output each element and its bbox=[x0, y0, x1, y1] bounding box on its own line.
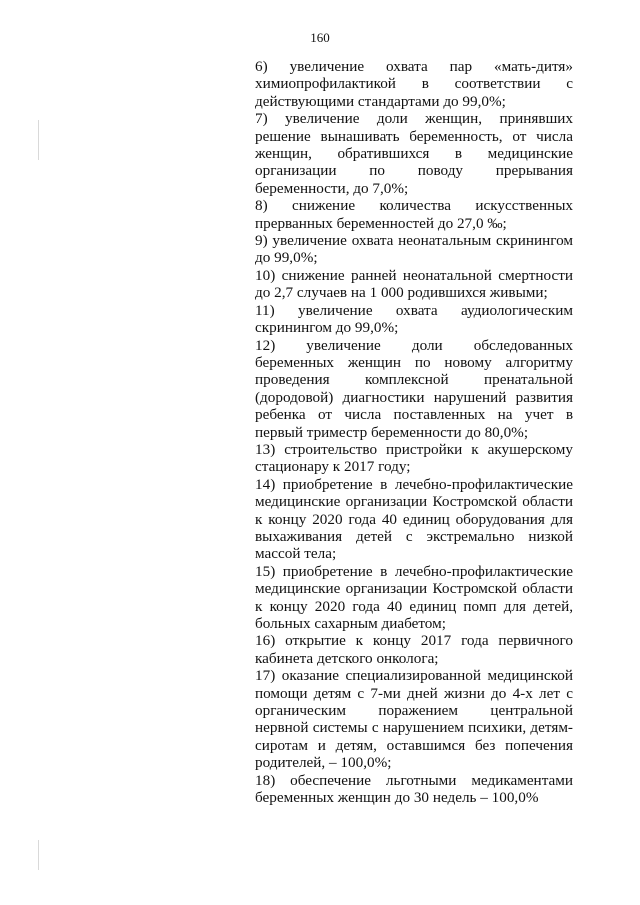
list-item: 17) оказание специализированной медицинской помощи детям с 7-ми дней жизни до 4-х лет с органическим поражением центральной нервной системы с нарушением психики, детям-сиротам и детям, оставшимся без попечения родителей, – 100,0%; bbox=[255, 667, 573, 772]
page-number: 160 bbox=[310, 30, 330, 45]
list-item: 15) приобретение в лечебно-профилактические медицинские организации Костромской области к концу 2020 года 40 единиц помп для детей, больных сахарным диабетом; bbox=[255, 562, 573, 632]
list-item: 10) снижение ранней неонатальной смертности до 2,7 случаев на 1 000 родившихся живыми; bbox=[255, 266, 573, 302]
list-item: 6) увеличение охвата пар «мать-дитя» химиопрофилактикой в соответствии с действующими стандартами до 99,0%; bbox=[255, 58, 573, 110]
list-item: 16) открытие к концу 2017 года первичного кабинета детского онколога; bbox=[255, 632, 573, 667]
list-item: 13) строительство пристройки к акушерскому стационару к 2017 году; bbox=[255, 440, 573, 476]
document-body bbox=[255, 58, 573, 806]
scan-margin-line bbox=[38, 840, 39, 870]
list-item: 7) увеличение доли женщин, принявших решение вынашивать беременность, от числа женщин, обратившихся в медицинские организации по поводу прерывания беременности, до 7,0%; bbox=[255, 110, 573, 197]
list-item: 18) обеспечение льготными медикаментами беременных женщин до 30 недель – 100,0% bbox=[255, 771, 573, 807]
scan-margin-line bbox=[38, 120, 39, 160]
list-item: 12) увеличение доли обследованных беременных женщин по новому алгоритму проведения комплексной пренатальной (дородовой) диагностики нарушений развития ребенка от числа поставленных на учет в первый триместр беременности до 80,0%; bbox=[255, 336, 573, 441]
list-item: 9) увеличение охвата неонатальным скринингом до 99,0%; bbox=[255, 232, 573, 267]
list-item: 11) увеличение охвата аудиологическим скринингом до 99,0%; bbox=[255, 301, 573, 337]
list-item: 8) снижение количества искусственных прерванных беременностей до 27,0 ‰; bbox=[255, 197, 573, 232]
list-item: 14) приобретение в лечебно-профилактические медицинские организации Костромской области к концу 2020 года 40 единиц оборудования для выхаживания детей с экстремально низкой массой тела; bbox=[255, 475, 573, 563]
